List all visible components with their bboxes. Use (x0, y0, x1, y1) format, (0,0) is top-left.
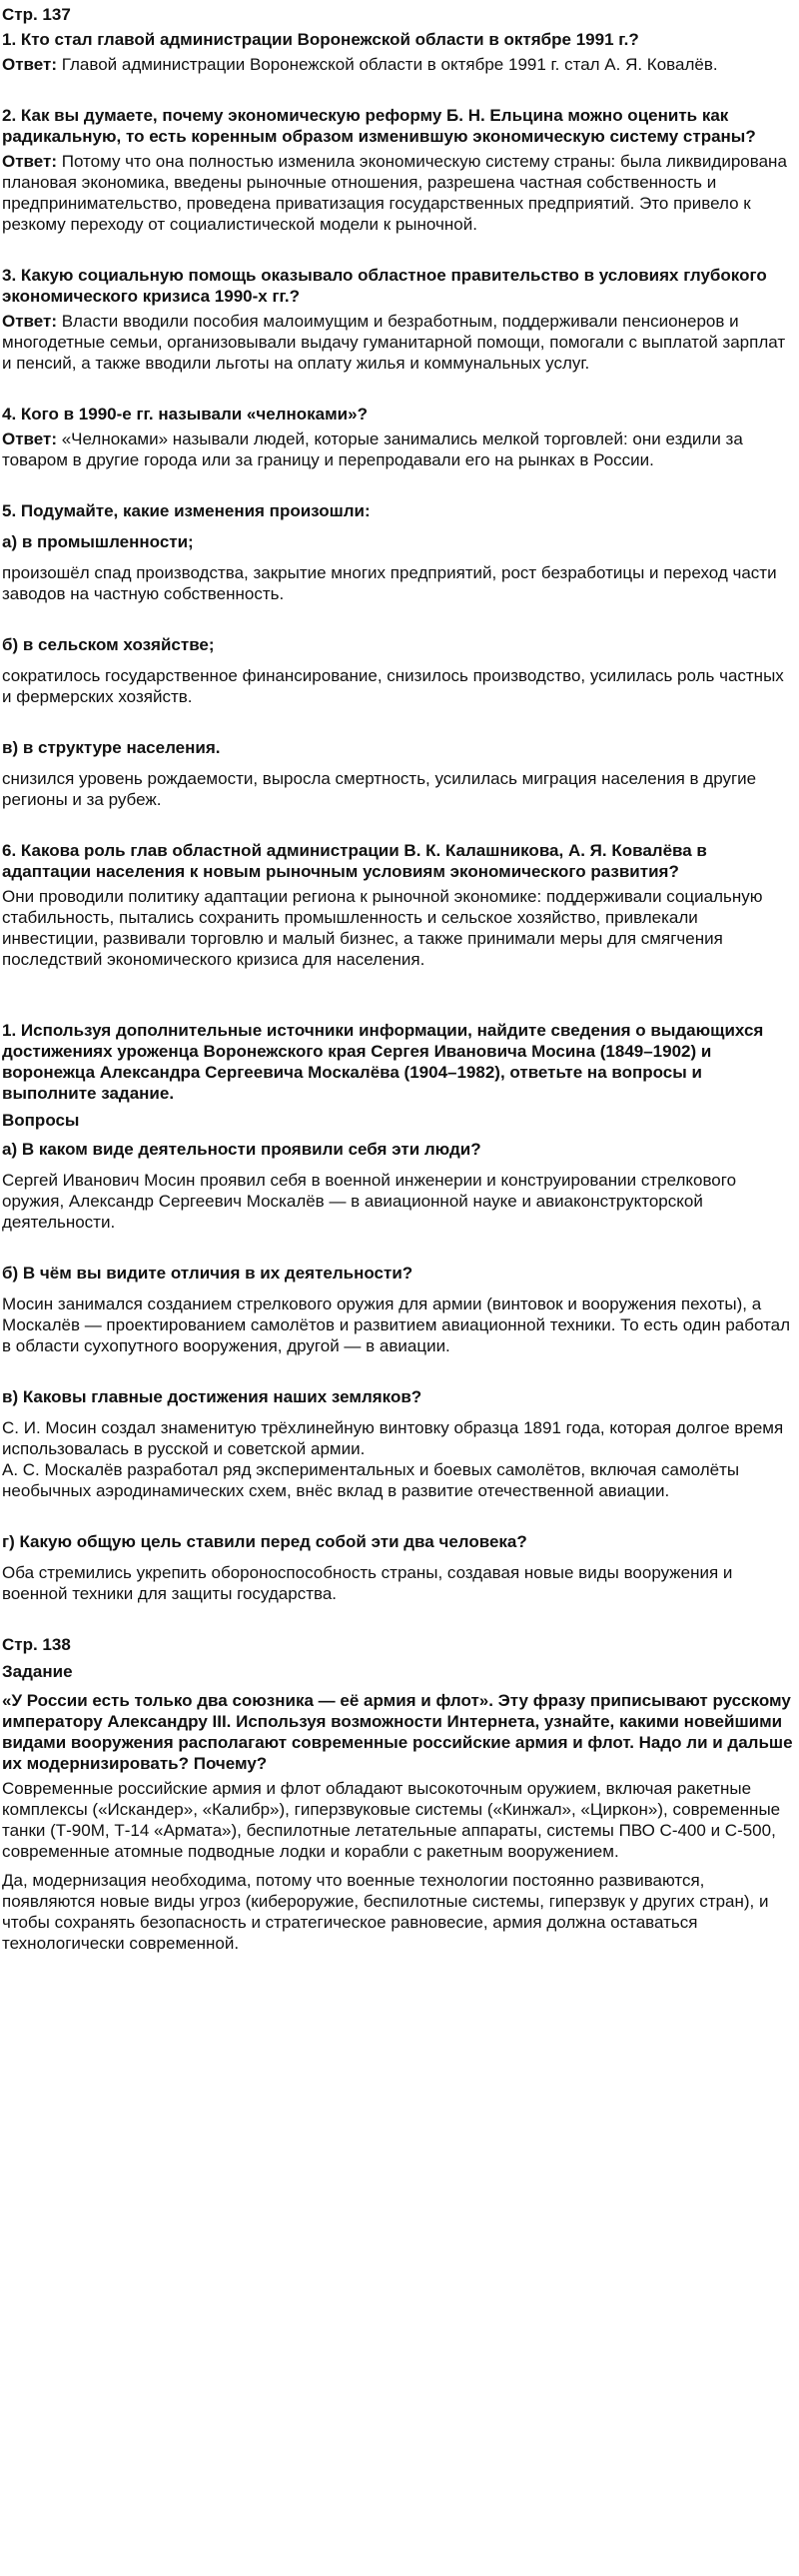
question-1: 1. Кто стал главой администрации Воронежской области в октябре 1991 г.? (2, 30, 639, 49)
qa-block-6 (2, 840, 793, 970)
question-5b: б) в сельском хозяйстве; (2, 635, 215, 654)
task-question: «У России есть только два союзника — её армия и флот». Эту фразу приписывают русскому императору Александру III. Используя возможности Интернета, узнайте, какими новейшими видами вооружения располагают современные российские армия и флот. Надо ли и дальше их модернизировать? Почему? (2, 1691, 793, 1773)
task-1-answer-a: Сергей Иванович Мосин проявил себя в военной инженерии и конструировании стрелкового оружия, Александр Сергеевич Москалёв — в авиационной науке и авиаконструкторской деятельности. (2, 1171, 737, 1232)
answer-4 (2, 429, 793, 470)
task-1-answer-c-2: А. С. Москалёв разработал ряд экспериментальных и боевых самолётов, включая самолёты необычных аэродинамических схем, внёс вклад в развитие отечественной авиации. (2, 1460, 740, 1500)
question-4: 4. Кого в 1990-е гг. называли «челноками»? (2, 405, 368, 424)
question-5a: а) в промышленности; (2, 532, 194, 551)
task-1-block (2, 1020, 793, 1604)
question-5: 5. Подумайте, какие изменения произошли: (2, 501, 371, 520)
qa-block-5 (2, 500, 793, 810)
answer-text: Потому что она полностью изменила экономическую систему страны: была ликвидирована плановая экономика, введены рыночные отношения, разрешена частная собственность и предпринимательство, проведена приватизация государственных предприятий. Это привело к резкому переходу от социалистической модели к рыночной. (2, 152, 787, 234)
answer-1 (2, 54, 793, 75)
page-heading-137: Стр. 137 (2, 5, 71, 24)
qa-block-3 (2, 265, 793, 374)
answer-6: Они проводили политику адаптации региона к рыночной экономике: поддерживали социальную стабильность, пытались сохранить промышленность и сельское хозяйство, привлекали инвестиции, развивали торговлю и малый бизнес, а также принимали меры для смягчения последствий экономического кризиса для населения. (2, 887, 763, 969)
question-6: 6. Какова роль глав областной администрации В. К. Калашникова, А. Я. Ковалёва в адаптации населения к новым рыночным условиям экономического развития? (2, 841, 707, 881)
question-3: 3. Какую социальную помощь оказывало областное правительство в условиях глубокого экономического кризиса 1990-х гг.? (2, 266, 767, 306)
spacer (2, 970, 793, 1020)
qa-block-2 (2, 105, 793, 235)
answer-text: «Челноками» называли людей, которые занимались мелкой торговлей: они ездили за товаром в другие города или за границу и перепродавали его на рынках в России. (2, 429, 743, 469)
answer-5b: сократилось государственное финансирование, снизилось производство, усилилась роль частных и фермерских хозяйств. (2, 666, 784, 706)
answer-3 (2, 311, 793, 374)
task-1-question-a: а) В каком виде деятельности проявили себя эти люди? (2, 1140, 481, 1159)
answer-text: Главой администрации Воронежской области в октябре 1991 г. стал А. Я. Ковалёв. (57, 55, 718, 74)
answer-5c: снизился уровень рождаемости, выросла смертность, усилилась миграция населения в другие регионы и за рубеж. (2, 769, 757, 809)
task-1-question: 1. Используя дополнительные источники информации, найдите сведения о выдающихся достижениях уроженца Воронежского края Сергея Ивановича Мосина (1849–1902) и воронежца Александра Сергеевича Москалёва (1904–1982), ответьте на вопросы и выполните задание. (2, 1021, 764, 1103)
qa-block-1 (2, 29, 793, 75)
question-2: 2. Как вы думаете, почему экономическую реформу Б. Н. Ельцина можно оценить как радикальную, то есть коренным образом изменившую экономическую систему страны? (2, 106, 756, 146)
task-1-question-d: г) Какую общую цель ставили перед собой эти два человека? (2, 1532, 527, 1551)
task-answer-1: Современные российские армия и флот обладают высокоточным оружием, включая ракетные комплексы («Искандер», «Калибр»), гиперзвуковые системы («Кинжал», «Циркон»), современные танки (Т-90М, Т-14 «Армата»), беспилотные летательные аппараты, системы ПВО С-400 и С-500, современные атомные подводные лодки и корабли с ракетным вооружением. (2, 1779, 781, 1861)
answer-prefix: Ответ: (2, 55, 57, 74)
answer-prefix: Ответ: (2, 312, 57, 331)
task-1-answer-d: Оба стремились укрепить обороноспособность страны, создавая новые виды вооружения и военной техники для защиты государства. (2, 1563, 733, 1603)
answer-prefix: Ответ: (2, 152, 57, 171)
answer-5a: произошёл спад производства, закрытие многих предприятий, рост безработицы и переход части заводов на частную собственность. (2, 563, 777, 603)
questions-label: Вопросы (2, 1111, 80, 1130)
answer-prefix: Ответ: (2, 429, 57, 448)
answer-2 (2, 151, 793, 235)
task-1-question-b: б) В чём вы видите отличия в их деятельности? (2, 1264, 413, 1283)
task-label: Задание (2, 1662, 73, 1681)
question-5c: в) в структуре населения. (2, 738, 221, 757)
task-1-answer-b: Мосин занимался созданием стрелкового оружия для армии (винтовок и вооружения пехоты), а Москалёв — проектированием самолётов и развитием авиационной техники. То есть один работал в области сухопутного вооружения, другой — в авиации. (2, 1294, 791, 1355)
answer-text: Власти вводили пособия малоимущим и безработным, поддерживали пенсионеров и многодетные семьи, организовывали выдачу гуманитарной помощи, помогали с выплатой зарплат и пенсий, а также вводили льготы на оплату жилья и коммунальных услуг. (2, 312, 786, 373)
page-heading-138: Стр. 138 (2, 1635, 71, 1654)
qa-block-4 (2, 404, 793, 470)
task-1-question-c: в) Каковы главные достижения наших земляков? (2, 1387, 422, 1406)
task-answer-2: Да, модернизация необходима, потому что военные технологии постоянно развиваются, появляются новые виды угроз (кибероружие, беспилотные системы, гиперзвук у других стран), и чтобы сохранять безопасность и стратегическое равновесие, армия должна оставаться технологически современной. (2, 1871, 769, 1953)
task-1-answer-c: С. И. Мосин создал знаменитую трёхлинейную винтовку образца 1891 года, которая долгое время использовалась в русской и советской армии. (2, 1418, 784, 1458)
